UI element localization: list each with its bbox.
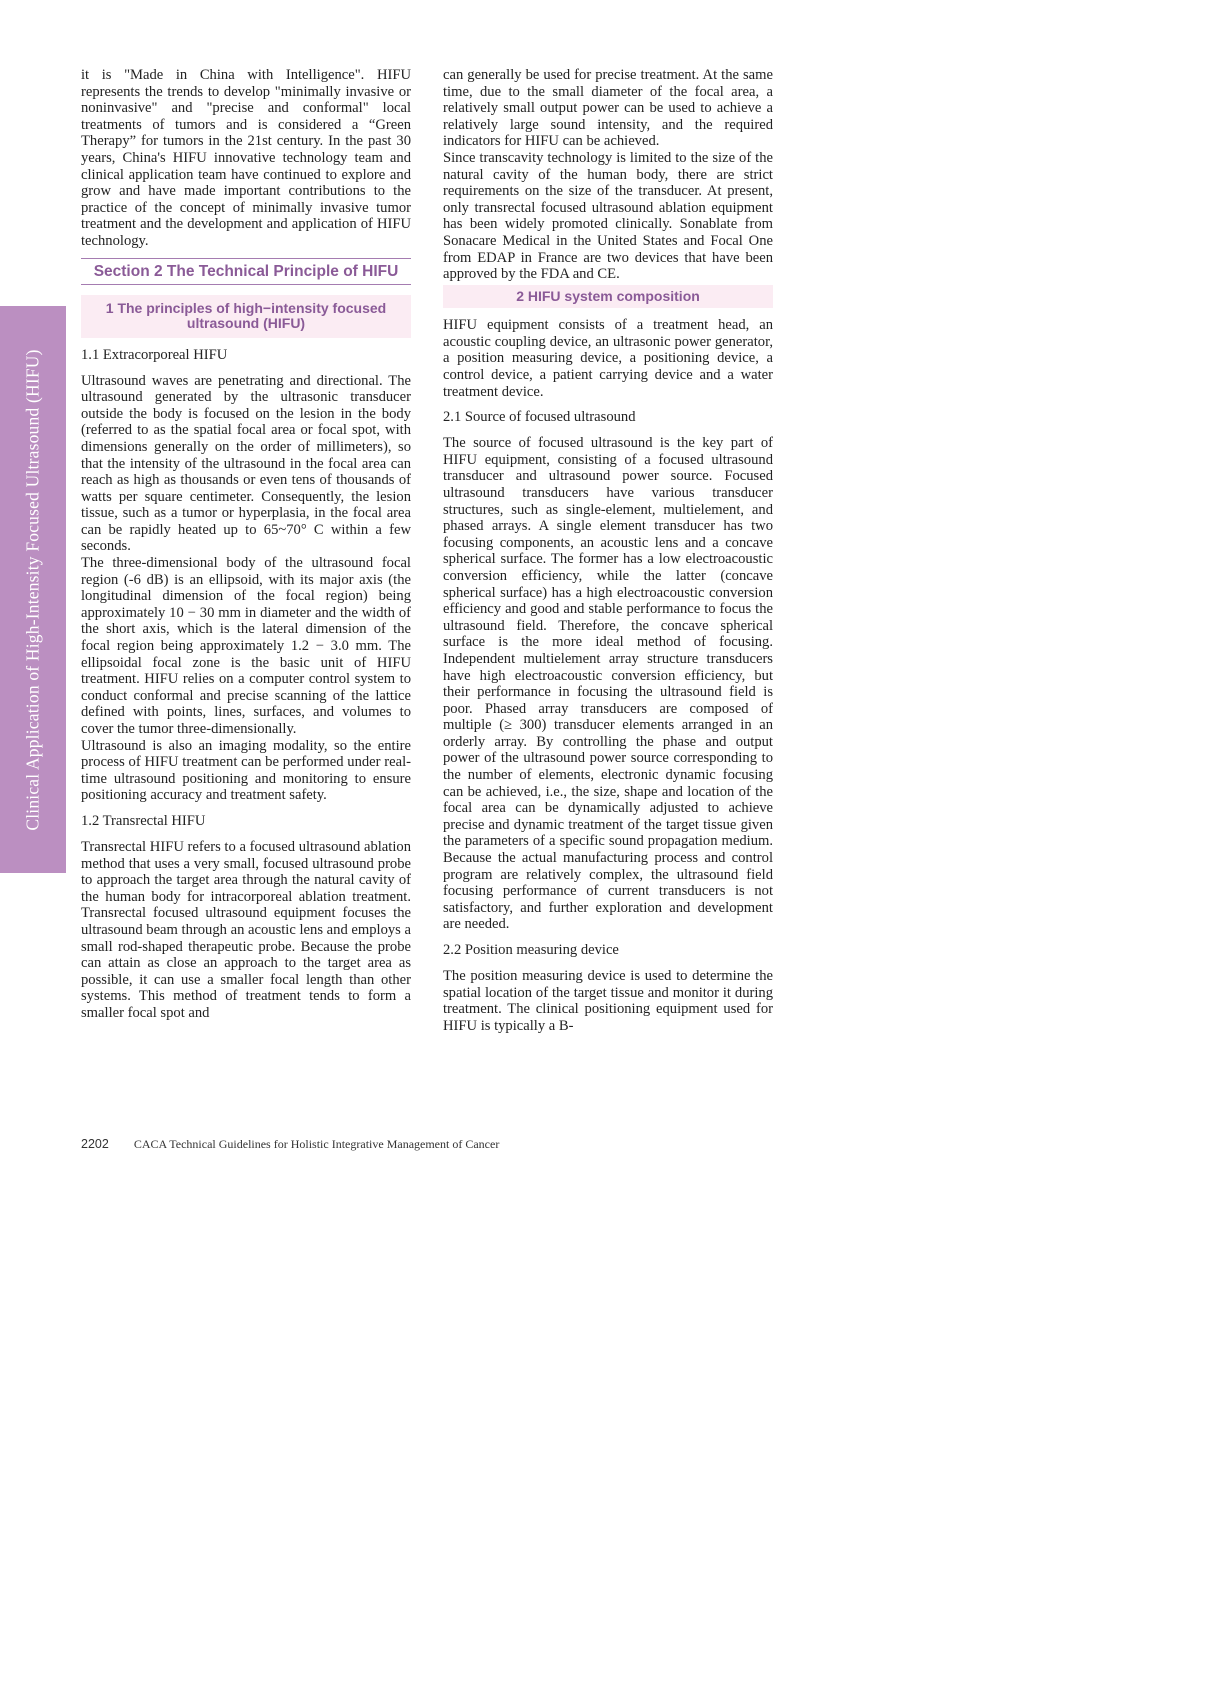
page-number: 2202 bbox=[81, 1137, 109, 1151]
paragraph-intro: it is "Made in China with Intelligence". HIFU represents the trends to develop "minimally invasive or noninvasive" and "precise and conformal" local treatments of tumors and is considered a “Green Therapy” for tumors in the 21st century. In the past 30 years, China's HIFU innovative technology team and clinical application team have continued to explore and grow and have made important contributions to the practice of the concept of minimally invasive tumor treatment and the development and application of HIFU technology. bbox=[81, 67, 411, 249]
heading-1-1: 1.1 Extracorporeal HIFU bbox=[81, 346, 228, 363]
paragraph-2-1: The source of focused ultrasound is the key part of HIFU equipment, consisting of a focused ultrasound transducer and ultrasound power source. Focused ultrasound transducers have various transducer structures, such as single-element, multielement, and phased arrays. A single element transducer has two focusing components, an acoustic lens and a concave spherical surface. The former has a low electroacoustic conversion efficiency, while the latter (concave spherical surface) has a high electroacoustic conversion efficiency and good and stable performance to focus the ultrasound field. Therefore, the concave spherical surface is the more ideal method of focusing. Independent multielement array structure transducers have high electroacoustic conversion efficiency, but their performance in focusing the ultrasound field is poor. Phased array transducers are composed of multiple (≥ 300) transducer elements arranged in an orderly array. By controlling the phase and output power of the ultrasound power source corresponding to the number of elements, electronic dynamic focusing can be achieved, i.e., the size, shape and location of the focal area can be dynamically adjusted to achieve precise and dynamic treatment of the target tissue given the parameters of a specific sound propagation medium. Because the actual manufacturing process and control program are relatively complex, the ultrasound field focusing performance of current transducers is not satisfactory, and further exploration and development are needed. bbox=[443, 435, 773, 933]
paragraph-1-1-a: Ultrasound waves are penetrating and directional. The ultrasound generated by the ultrasonic transducer outside the body is focused on the lesion in the body (referred to as the spatial focal area or focal spot, with dimensions generally on the order of millimeters), so that the intensity of the ultrasound in the focal area can reach as high as thousands or even tens of thousands of watts per square centimeter. Consequently, the lesion tissue, such as a tumor or hyperplasia, in the focal area can be rapidly heated up to 65~70° C within a few seconds. bbox=[81, 372, 411, 555]
paragraph-1-1-b: The three-dimensional body of the ultrasound focal region (-6 dB) is an ellipsoid, with its major axis (the longitudinal dimension of the focal region) being approximately 10 − 30 mm in diameter and the width of the short axis, which is the lateral dimension of the focal region being approximately 1.2 − 3.0 mm. The ellipsoidal focal zone is the basic unit of HIFU treatment. HIFU relies on a computer control system to conduct conformal and precise scanning of the lattice defined with points, lines, surfaces, and volumes to cover the tumor three-dimensionally. bbox=[81, 555, 411, 737]
subsection-heading-1: 1 The principles of high−intensity focused ultrasound (HIFU) bbox=[81, 295, 411, 338]
paragraph-1-2-a: Transrectal HIFU refers to a focused ultrasound ablation method that uses a very small, focused ultrasound probe to approach the target area through the natural cavity of the human body for intracorporeal ablation treatment. Transrectal focused ultrasound equipment focuses the ultrasound beam through an acoustic lens and employs a small rod-shaped therapeutic probe. Because the probe can attain as close an approach to the target area as possible, it can use a smaller focal length than other systems. This method of treatment tends to form a smaller focal spot and bbox=[81, 838, 411, 1021]
heading-2-1: 2.1 Source of focused ultrasound bbox=[443, 409, 636, 426]
side-tab bbox=[0, 306, 66, 873]
right-column bbox=[443, 67, 773, 1034]
paragraph-continued: can generally be used for precise treatment. At the same time, due to the small diameter of the focal area, a relatively small output power can be used to achieve a relatively large sound intensity, and the required indicators for HIFU can be achieved. bbox=[443, 67, 773, 150]
paragraph-transcavity: Since transcavity technology is limited to the size of the natural cavity of the human body, there are strict requirements on the size of the transducer. At present, only transrectal focused ultrasound ablation equipment has been widely promoted clinically. Sonablate from Sonacare Medical in the United States and Focal One from EDAP in France are two devices that have been approved by the FDA and CE. bbox=[443, 149, 773, 283]
heading-1-2: 1.2 Transrectal HIFU bbox=[81, 812, 206, 829]
paragraph-2-2: The position measuring device is used to determine the spatial location of the target tissue and monitor it during treatment. The clinical positioning equipment used for HIFU is typically a B- bbox=[443, 968, 773, 1034]
paragraph-2: HIFU equipment consists of a treatment head, an acoustic coupling device, an ultrasonic power generator, a position measuring device, a positioning device, a control device, a patient carrying device and a water treatment device. bbox=[443, 317, 773, 400]
page-footer bbox=[81, 1137, 499, 1152]
section-heading: Section 2 The Technical Principle of HIFU bbox=[81, 258, 411, 285]
side-tab-label: Clinical Application of High-Intensity Focused Ultrasound (HIFU) bbox=[22, 348, 43, 831]
journal-title: CACA Technical Guidelines for Holistic Integrative Management of Cancer bbox=[133, 1137, 500, 1151]
paragraph-1-1-c: Ultrasound is also an imaging modality, so the entire process of HIFU treatment can be performed under real-time ultrasound positioning and monitoring to ensure positioning accuracy and treatment safety. bbox=[81, 737, 411, 804]
subsection-heading-2: 2 HIFU system composition bbox=[443, 285, 773, 309]
heading-2-2: 2.2 Position measuring device bbox=[443, 942, 619, 958]
left-column bbox=[81, 67, 411, 1022]
